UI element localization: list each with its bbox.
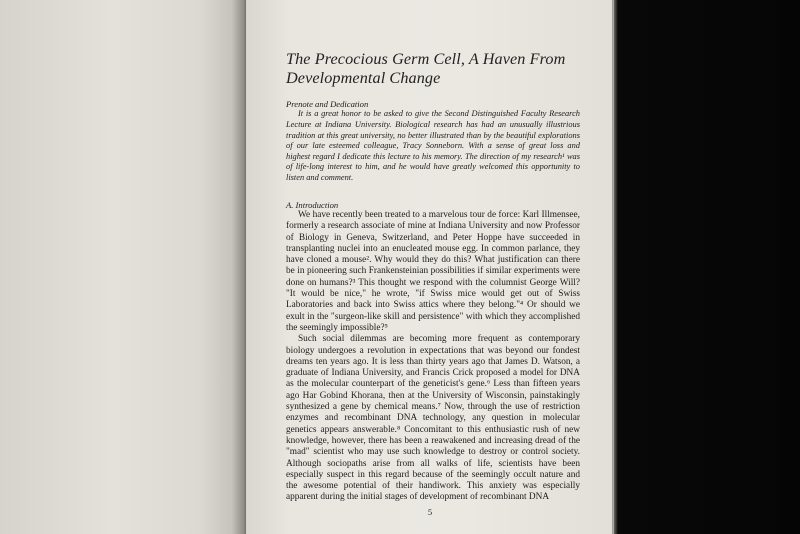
introduction-paragraph-1: We have recently been treated to a marvelous tour de force: Karl Illmensee, formerly a research associate of mine at Indiana University and now Professor of Biology in Geneva, Switzerland, and Peter Hoppe have succeeded in transplanting nuclei into an enucleated mouse egg. In common parlance, they have cloned a mouse². Why would they do this? What justification can there be in pioneering such Frankensteinian possibilities if similar experiments were done on humans?³ This thought we respond with the columnist George Will? "It would be nice," he wrote, "if Swiss mice would get out of Swiss Laboratories and back into Swiss attics where they belong."⁴ Or should we exult in the "surgeon-like skill and persistence" with which they accomplished the seemingly impossible?⁵ (286, 209, 580, 333)
dedication-paragraph: It is a great honor to be asked to give the Second Distinguished Faculty Research Lecture at Indiana University. Biological research has had an unusually illustrious tradition at this great university, no better illustrated than by the beautiful explorations of our late esteemed colleague, Tracy Sonneborn. With a sense of great loss and highest regard I dedicate this lecture to his memory. The direction of my research¹ was of life-long interest to him, and he would have greatly welcomed this opportunity to listen and comment. (286, 109, 580, 182)
page-content (286, 50, 580, 504)
dedication-heading: Prenote and Dedication (286, 99, 369, 109)
page-number: 5 (427, 507, 433, 517)
page-edge-shadow (612, 0, 618, 534)
page-title: The Precocious Germ Cell, A Haven From Developmental Change (286, 50, 566, 87)
left-page (0, 0, 250, 534)
introduction-paragraph-2: Such social dilemmas are becoming more frequent as contemporary biology undergoes a revolution in expectations that was beyond our fondest dreams ten years ago. It is less than thirty years ago that James D. Watson, a graduate of Indiana University, and Francis Crick proposed a model for DNA as the molecular counterpart of the geneticist's gene.⁶ Less than fifteen years ago Har Gobind Khorana, then at the University of Wisconsin, painstakingly synthesized a gene by chemical means.⁷ Now, through the use of restriction enzymes and recombinant DNA technology, any question in molecular genetics appears answerable.⁸ Concomitant to this enthusiastic rush of new knowledge, however, there has been a reawakened and increasing dread of the "mad" scientist who may use such knowledge to destroy or control society. Although sociopaths arise from all walks of life, scientists have been especially suspect in this regard because of the seemingly occult nature and the awesome potential of their handiwork. This anxiety was especially apparent during the initial stages of development of recombinant DNA (286, 334, 580, 503)
right-page (246, 0, 614, 534)
introduction-heading: A. Introduction (286, 199, 339, 210)
